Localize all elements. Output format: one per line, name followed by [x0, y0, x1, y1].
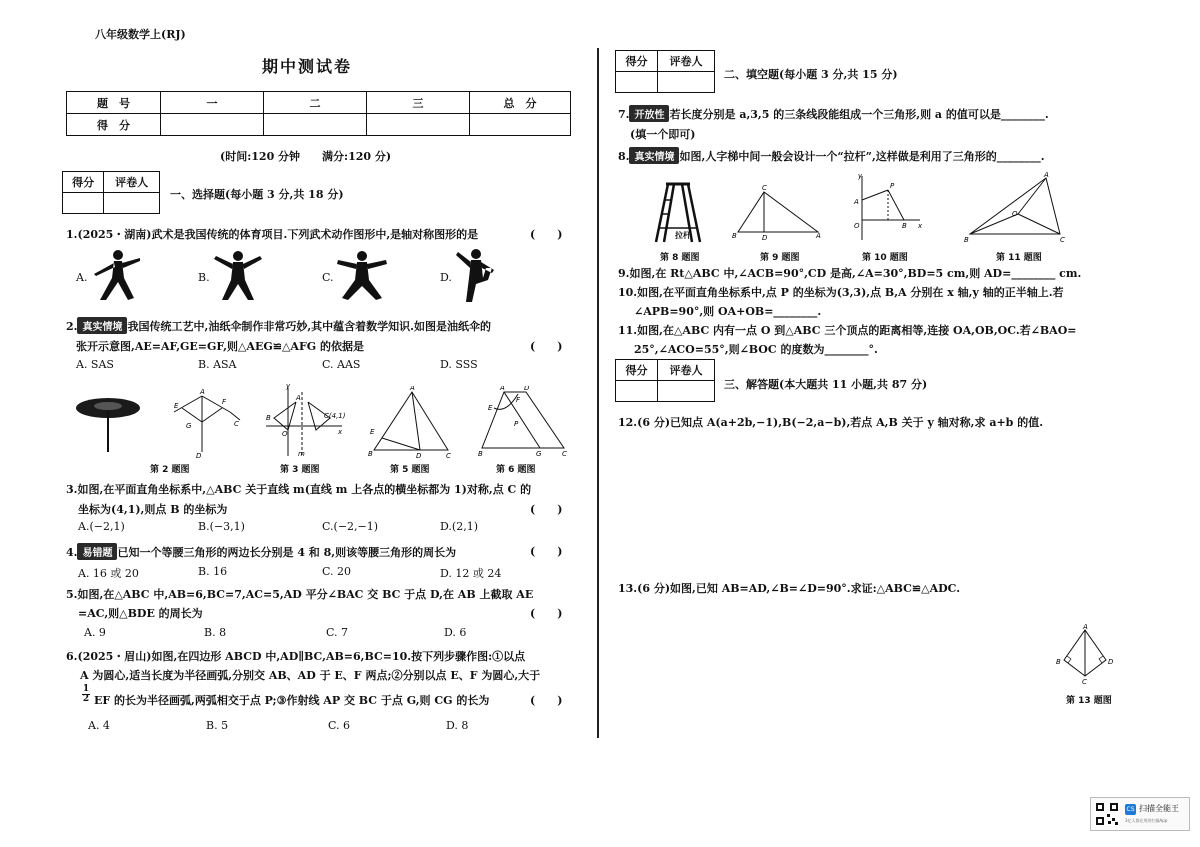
q5-triangle-figure	[366, 386, 456, 458]
scanner-subtitle: 3亿人都在用的扫描App	[1125, 818, 1168, 823]
grader-cell[interactable]	[104, 193, 160, 214]
q10-line2: ∠APB=90°,则 OA+OB=________.	[634, 305, 822, 318]
score-cell[interactable]	[264, 114, 367, 136]
q6-option-a: A. 4	[88, 719, 110, 732]
q11-line2: 25°,∠ACO=55°,则∠BOC 的度数为________°.	[634, 343, 878, 356]
q1-option-b: B.	[198, 271, 210, 284]
q6-line2: A 为圆心,适当长度为半径画弧,分别交 AB、AD 于 E、F 两点;②分别以点 E、F 为圆心,大于	[80, 669, 541, 682]
q1-option-d: D.	[440, 271, 452, 284]
score-col-2: 二	[264, 92, 367, 114]
svg-text:G: G	[536, 450, 542, 458]
q13-text: 13.(6 分)如图,已知 AB=AD,∠B=∠D=90°.求证:△ABC≌△ADC.	[618, 582, 961, 595]
svg-text:C: C	[234, 420, 239, 428]
q3-option-c: C.(−2,−1)	[322, 520, 379, 533]
svg-text:E: E	[174, 402, 179, 410]
q12-answer-area[interactable]	[618, 436, 1178, 571]
grader-score-label: 得分	[616, 51, 658, 72]
q4-tag: 易错题	[77, 543, 117, 560]
svg-text:F: F	[516, 396, 521, 404]
grader-reviewer-label: 评卷人	[658, 51, 715, 72]
svg-text:A: A	[410, 386, 415, 392]
q1-text: 1.(2025・湖南)武术是我国传统的体育项目.下列武术动作图形中,是轴对称图形的是	[66, 228, 479, 241]
svg-text:B: B	[266, 414, 271, 422]
fig5-caption: 第 5 题图	[390, 465, 430, 475]
q7-note: (填一个即可)	[630, 128, 696, 141]
q6-quadrilateral-figure	[474, 386, 574, 458]
q7-tag: 开放性	[629, 105, 669, 122]
q6-option-c: C. 6	[328, 719, 351, 732]
svg-text:D: D	[524, 386, 530, 392]
q13-answer-area[interactable]	[618, 600, 1048, 730]
fig6-caption: 第 6 题图	[496, 465, 536, 475]
svg-text:m: m	[298, 450, 305, 458]
q2-bracket: ( )	[530, 340, 563, 353]
q4-option-b: B. 16	[198, 565, 228, 578]
svg-text:A: A	[296, 394, 301, 402]
q4-option-c: C. 20	[322, 565, 352, 578]
q9-text: 9.如图,在 Rt△ABC 中,∠ACB=90°,CD 是高,∠A=30°,BD=5 cm,则 AD=________ cm.	[618, 267, 1082, 280]
svg-text:C: C	[446, 452, 451, 458]
q10-coordinate-figure	[848, 172, 926, 246]
svg-text:C: C	[562, 450, 567, 458]
q6-bracket: ( )	[530, 694, 563, 707]
svg-text:A: A	[1044, 172, 1049, 179]
q1-option-c: C.	[322, 271, 334, 284]
score-col-total: 总 分	[470, 92, 571, 114]
q3-line1: 3.如图,在平面直角坐标系中,△ABC 关于直线 m(直线 m 上各点的横坐标都为 1)对称,点 C 的	[66, 483, 532, 496]
score-cell[interactable]	[470, 114, 571, 136]
ladder-bar-label: 拉杆	[675, 231, 691, 240]
grader-cell[interactable]	[658, 381, 715, 402]
svg-text:D: D	[196, 452, 202, 458]
svg-text:C: C	[1082, 678, 1087, 686]
svg-text:C(4,1): C(4,1)	[324, 412, 346, 420]
q7-text: 若长度分别是 a,3,5 的三条线段能组成一个三角形,则 a 的值可以是________.	[669, 108, 1049, 121]
grade-label: 八年级数学上(RJ)	[95, 28, 186, 41]
scanner-watermark	[1090, 797, 1190, 831]
q5-option-b: B. 8	[204, 626, 227, 639]
q5-bracket: ( )	[530, 607, 563, 620]
q2-line2: 张开示意图,AE=AF,GE=GF,则△AEG≌△AFG 的依据是	[76, 340, 364, 353]
q6-option-b: B. 5	[206, 719, 229, 732]
q4-number: 4.	[66, 546, 78, 559]
q7-number: 7.	[618, 108, 630, 121]
q8-number: 8.	[618, 150, 630, 163]
q5-option-d: D. 6	[444, 626, 467, 639]
q6-fraction	[82, 685, 90, 704]
svg-text:A: A	[200, 388, 205, 396]
fig2-caption: 第 2 题图	[150, 465, 190, 475]
svg-text:y: y	[286, 384, 291, 390]
page-divider	[597, 48, 599, 738]
q4-line	[66, 543, 456, 560]
q5-line1: 5.如图,在△ABC 中,AB=6,BC=7,AC=5,AD 平分∠BAC 交 BC 于点 D,在 AB 上截取 AE	[66, 588, 534, 601]
q4-bracket: ( )	[530, 545, 563, 558]
q4-text: 已知一个等腰三角形的两边长分别是 4 和 8,则该等腰三角形的周长为	[117, 546, 457, 559]
q11-triangle-figure	[960, 172, 1080, 244]
grader-score-label: 得分	[616, 360, 658, 381]
fig9-caption: 第 9 题图	[760, 253, 800, 263]
section-1-title: 一、选择题(每小题 3 分,共 18 分)	[170, 188, 344, 201]
q5-option-c: C. 7	[326, 626, 349, 639]
q4-option-a: A. 16 或 20	[78, 567, 139, 580]
grader-reviewer-label: 评卷人	[104, 172, 160, 193]
svg-text:O: O	[1012, 210, 1018, 218]
q4-option-d: D. 12 或 24	[440, 567, 502, 580]
svg-text:D: D	[1108, 658, 1114, 666]
svg-text:D: D	[416, 452, 422, 458]
q1-option-a: A.	[76, 271, 88, 284]
grader-cell[interactable]	[616, 381, 658, 402]
q13-kite-figure	[1052, 624, 1118, 686]
q5-line2: =AC,则△BDE 的周长为	[78, 607, 203, 620]
q6-fraction-numerator: 1	[82, 684, 90, 694]
q7-line	[618, 105, 1049, 122]
fig13-caption: 第 13 题图	[1066, 696, 1112, 706]
score-cell[interactable]	[161, 114, 264, 136]
svg-text:O: O	[854, 222, 860, 230]
svg-text:A: A	[854, 198, 859, 206]
q6-line3: EF 的长为半径画弧,两弧相交于点 P;③作射线 AP 交 BC 于点 G,则 CG 的长为	[94, 694, 490, 707]
svg-text:F: F	[222, 398, 227, 406]
svg-text:O: O	[282, 430, 288, 438]
q8-tag: 真实情境	[629, 147, 679, 164]
svg-text:D: D	[762, 234, 768, 240]
grader-reviewer-label: 评卷人	[658, 360, 715, 381]
q2-number: 2.	[66, 320, 78, 333]
score-cell[interactable]	[367, 114, 470, 136]
page-title: 期中测试卷	[262, 57, 353, 76]
svg-text:B: B	[368, 450, 373, 458]
q3-option-b: B.(−3,1)	[198, 520, 245, 533]
q2-line1	[66, 317, 491, 334]
q2-tag: 真实情境	[77, 317, 127, 334]
q11-line1: 11.如图,在△ABC 内有一点 O 到△ABC 三个顶点的距离相等,连接 OA,OB,OC.若∠BAO=	[618, 324, 1077, 337]
fig3-caption: 第 3 题图	[280, 465, 320, 475]
q3-line2: 坐标为(4,1),则点 B 的坐标为	[78, 503, 228, 516]
q9-triangle-figure	[730, 184, 826, 240]
grader-box-1	[62, 171, 160, 214]
grader-cell[interactable]	[658, 72, 715, 93]
score-col-1: 一	[161, 92, 264, 114]
svg-text:E: E	[488, 404, 493, 412]
svg-text:B: B	[902, 222, 907, 230]
svg-text:G: G	[186, 422, 192, 430]
q3-coordinate-figure	[258, 384, 348, 460]
q3-option-a: A.(−2,1)	[78, 520, 125, 533]
q8-text: 如图,人字梯中间一般会设计一个“拉杆”,这样做是利用了三角形的________.	[679, 150, 1045, 163]
section-2-title: 二、填空题(每小题 3 分,共 15 分)	[724, 68, 898, 81]
svg-text:A: A	[500, 386, 505, 392]
scanner-logo-icon: CS	[1126, 806, 1135, 813]
svg-text:y: y	[858, 172, 863, 180]
svg-text:E: E	[370, 428, 375, 436]
q2-option-a: A. SAS	[76, 358, 114, 371]
martial-figure-b	[208, 248, 268, 304]
score-row1-label: 题 号	[67, 92, 161, 114]
score-table	[66, 91, 571, 136]
q3-bracket: ( )	[530, 503, 563, 516]
q3-option-d: D.(2,1)	[440, 520, 479, 533]
q12-text: 12.(6 分)已知点 A(a+2b,−1),B(−2,a−b),若点 A,B 关于 y 轴对称,求 a+b 的值.	[618, 416, 1044, 429]
score-row2-label: 得 分	[67, 114, 161, 136]
svg-text:P: P	[514, 420, 519, 428]
q2-option-b: B. ASA	[198, 358, 237, 371]
svg-text:x: x	[918, 222, 923, 230]
svg-text:A: A	[1083, 624, 1088, 631]
q6-option-d: D. 8	[446, 719, 469, 732]
q8-line	[618, 147, 1045, 164]
scanner-name: 扫描全能王	[1139, 804, 1179, 813]
svg-text:B: B	[964, 236, 969, 244]
q1-bracket: ( )	[530, 228, 563, 241]
grader-cell[interactable]	[616, 72, 658, 93]
qr-code-icon	[1095, 802, 1119, 826]
grader-cell[interactable]	[63, 193, 104, 214]
svg-text:B: B	[478, 450, 483, 458]
q6-line1: 6.(2025・眉山)如图,在四边形 ABCD 中,AD∥BC,AB=6,BC=10.按下列步骤作图:①以点	[66, 650, 526, 663]
svg-text:C: C	[1060, 236, 1065, 244]
section-3-title: 三、解答题(本大题共 11 小题,共 87 分)	[724, 378, 928, 391]
grader-box-2	[615, 50, 715, 93]
umbrella-photo	[74, 392, 142, 454]
q5-option-a: A. 9	[84, 626, 106, 639]
score-col-3: 三	[367, 92, 470, 114]
martial-figure-a	[88, 248, 148, 304]
q10-line1: 10.如图,在平面直角坐标系中,点 P 的坐标为(3,3),点 B,A 分别在 x 轴,y 轴的正半轴上.若	[618, 286, 1064, 299]
svg-text:x: x	[338, 428, 343, 436]
time-info: (时间:120 分钟 满分:120 分)	[220, 150, 392, 163]
svg-text:A: A	[816, 232, 821, 240]
grader-box-3	[615, 359, 715, 402]
q6-fraction-denominator: 2	[82, 694, 90, 704]
umbrella-diagram	[160, 388, 250, 458]
fig8-caption: 第 8 题图	[660, 253, 700, 263]
q2-option-d: D. SSS	[440, 358, 478, 371]
svg-text:C: C	[762, 184, 767, 192]
fig10-caption: 第 10 题图	[862, 253, 908, 263]
svg-text:B: B	[1056, 658, 1061, 666]
svg-text:B: B	[732, 232, 737, 240]
martial-figure-d	[452, 246, 502, 306]
martial-figure-c	[332, 248, 392, 304]
svg-text:P: P	[890, 182, 895, 190]
q2-option-c: C. AAS	[322, 358, 361, 371]
fig11-caption: 第 11 题图	[996, 253, 1042, 263]
q2-line1-text: 我国传统工艺中,油纸伞制作非常巧妙,其中蕴含着数学知识.如图是油纸伞的	[127, 320, 491, 333]
grader-score-label: 得分	[63, 172, 104, 193]
